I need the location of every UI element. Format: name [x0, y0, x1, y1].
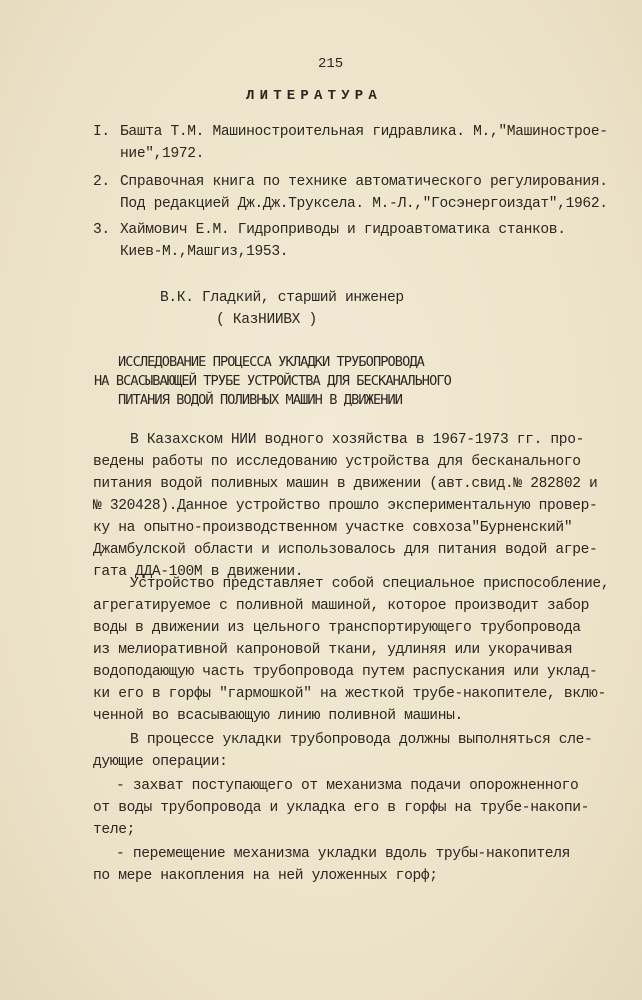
body-line: теле; [93, 822, 136, 838]
reference-text: Справочная книга по технике автоматического регулирования. [120, 174, 608, 190]
body-line: питания водой поливных машин в движении (авт.свид.№ 282802 и [93, 476, 598, 492]
reference-number: 3. [93, 222, 110, 238]
body-line: ки его в горфы "гармошкой" на жесткой трубе-накопителе, вклю- [93, 686, 606, 702]
reference-number: 2. [93, 174, 110, 190]
page-number: 215 [318, 56, 344, 72]
reference-number: I. [93, 124, 110, 140]
body-line: агрегатируемое с поливной машиной, которое производит забор [93, 598, 590, 614]
reference-text: Хаймович Е.М. Гидроприводы и гидроавтоматика станков. [120, 222, 566, 238]
reference-text: Под редакцией Дж.Дж.Труксела. М.-Л.,"Госэнергоиздат",1962. [120, 196, 608, 212]
references-heading: ЛИТЕРАТУРА [246, 88, 383, 104]
body-line: гата ДДА-100М в движении. [93, 564, 304, 580]
body-line: по мере накопления на ней уложенных горф; [93, 868, 438, 884]
body-line: В процессе укладки трубопровода должны выполняться сле- [130, 732, 593, 748]
body-line: дующие операции: [93, 754, 228, 770]
author-name: В.К. Гладкий, старший инженер [160, 290, 404, 306]
body-line: ченной во всасывающую линию поливной машины. [93, 708, 463, 724]
body-line: ведены работы по исследованию устройства для бесканального [93, 454, 581, 470]
article-title-line: ПИТАНИЯ ВОДОЙ ПОЛИВНЫХ МАШИН В ДВИЖЕНИИ [118, 392, 403, 408]
body-line: из мелиоративной капроновой ткани, удлиняя или укорачивая [93, 642, 573, 658]
body-line: воды в движении из цельного транспортирующего трубопровода [93, 620, 581, 636]
reference-text: Башта Т.М. Машиностроительная гидравлика. М.,"Машинострое- [120, 124, 608, 140]
body-line: Джамбулской области и использовалось для питания водой агре- [93, 542, 598, 558]
article-title-line: ИССЛЕДОВАНИЕ ПРОЦЕССА УКЛАДКИ ТРУБОПРОВОДА [118, 354, 424, 370]
body-line: от воды трубопровода и укладка его в горфы на трубе-накопи- [93, 800, 590, 816]
body-line: водоподающую часть трубопровода путем распускания или уклад- [93, 664, 598, 680]
body-line: В Казахском НИИ водного хозяйства в 1967-1973 гг. про- [130, 432, 585, 448]
body-line: № 320428).Данное устройство прошло экспериментальную провер- [93, 498, 598, 514]
body-line: ку на опытно-производственном участке совхоза"Бурненский" [93, 520, 573, 536]
body-line: - захват поступающего от механизма подачи опорожненного [116, 778, 579, 794]
reference-text: ние",1972. [120, 146, 205, 162]
body-line: - перемещение механизма укладки вдоль трубы-накопителя [116, 846, 571, 862]
author-affiliation: ( КазНИИВХ ) [216, 312, 317, 328]
article-title-line: НА ВСАСЫВАЮЩЕЙ ТРУБЕ УСТРОЙСТВА ДЛЯ БЕСКАНАЛЬНОГО [94, 373, 451, 389]
reference-text: Киев-М.,Машгиз,1953. [120, 244, 289, 260]
body-line: Устройство представляет собой специальное приспособление, [130, 576, 610, 592]
